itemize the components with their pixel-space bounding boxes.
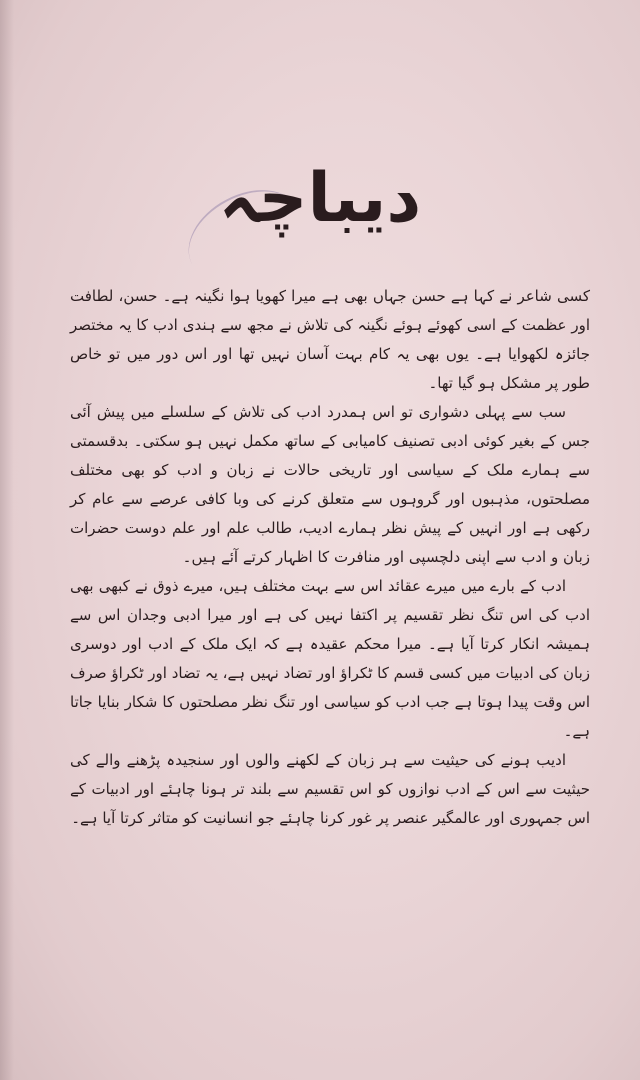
paragraph-3: ادب کے بارے میں میرے عقائد اس سے بہت مختلف ہیں، میرے ذوق نے کبھی بھی ادب کی اس تنگ نظر تقسیم پر اکتفا نہیں کی ہے اور میرا ادبی وجدان اس سے ہمیشہ انکار کرتا آیا ہے۔ میرا محکم عقیدہ ہے کہ ایک ملک کے ادب اور دوسری زبان کی ادبیات میں کسی قسم کا ٹکراؤ اور تضاد نہیں ہے، یہ تضاد اور ٹکراؤ صرف اس وقت پیدا ہوتا ہے جب ادب کو سیاسی اور تنگ نظر مصلحتوں کا شکار بنایا جاتا ہے۔ [70,577,590,740]
preface-body [70,282,590,833]
paragraph-1: کسی شاعر نے کہا ہے حسن جہاں بھی ہے میرا کھویا ہوا نگینہ ہے۔ حسن، لطافت اور عظمت کے اسی کھوئے ہوئے نگینہ کی تلاش نے مجھ سے ہندی ادب کا یہ مختصر جائزہ لکھوایا ہے۔ یوں بھی یہ کام بہت آسان نہیں تھا اور اس دور میں تو خاص طور پر مشکل ہو گیا تھا۔ [70,287,590,392]
paragraph-2: سب سے پہلی دشواری تو اس ہمدرد ادب کی تلاش کے سلسلے میں پیش آئی جس کے بغیر کوئی ادبی تصنیف کامیابی کے ساتھ مکمل نہیں ہو سکتی۔ بدقسمتی سے ہمارے ملک کے سیاسی اور تاریخی حالات نے زبان و ادب کو بھی مختلف مصلحتوں، مذہبوں اور گروہوں سے متعلق کرنے کی وبا کافی عرصے سے عام کر رکھی ہے اور انہیں کے پیش نظر ہمارے ادیب، طالب علم اور علم دوست حضرات زبان و ادب سے اپنی دلچسپی اور منافرت کا اظہار کرتے آئے ہیں۔ [70,403,590,566]
page-title: دیباچہ [218,159,422,238]
paragraph-4: ادیب ہونے کی حیثیت سے ہر زبان کے لکھنے والوں اور سنجیدہ پڑھنے والے کی حیثیت سے اس کے ادب نوازوں کو اس تقسیم سے بلند تر ہونا چاہئے اور ادبیات کے اس جمہوری اور عالمگیر عنصر پر غور کرنا چاہئے جو انسانیت کو متاثر کرتا آیا ہے۔ [70,751,590,827]
